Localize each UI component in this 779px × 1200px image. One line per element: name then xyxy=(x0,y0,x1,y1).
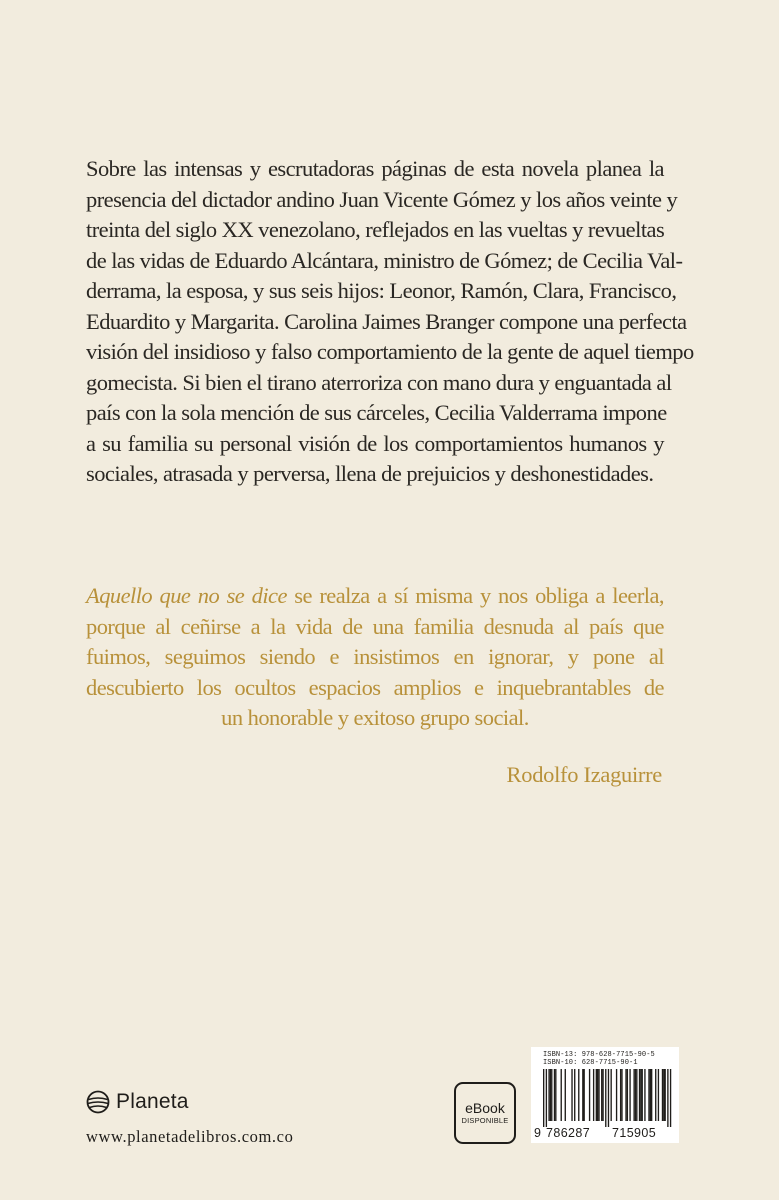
barcode-bar xyxy=(578,1069,579,1121)
planeta-globe-icon xyxy=(86,1090,110,1114)
review-quote xyxy=(86,581,664,734)
synopsis-line: gomecista. Si bien el tirano aterroriza con mano dura y enguantada al xyxy=(86,369,672,395)
barcode-bar xyxy=(582,1069,583,1121)
ebook-badge-title: eBook xyxy=(465,1099,505,1116)
quote-line: un honorable y exitoso grupo social. xyxy=(221,705,529,730)
isbn-barcode xyxy=(531,1047,679,1143)
quote-line: descubierto los ocultos espacios amplios e inquebrantables de xyxy=(86,674,664,700)
barcode-bar xyxy=(561,1069,562,1121)
barcode-bar xyxy=(642,1069,643,1121)
barcode-bar xyxy=(550,1069,551,1121)
publisher-name: Planeta xyxy=(116,1090,189,1113)
barcode-bar xyxy=(593,1069,594,1121)
barcode-bar xyxy=(665,1069,666,1121)
barcode-bar xyxy=(616,1069,617,1121)
synopsis-line: visión del insidioso y falso comportamiento de la gente de aquel tiempo xyxy=(86,339,694,364)
barcode-bar xyxy=(605,1069,606,1127)
barcode-bar xyxy=(598,1069,599,1121)
quote-line xyxy=(86,581,664,612)
synopsis-paragraph xyxy=(86,154,694,490)
barcode-bar xyxy=(571,1069,572,1121)
barcode-bar xyxy=(635,1069,636,1121)
barcode-bar xyxy=(620,1069,621,1121)
barcode-bar xyxy=(574,1069,575,1121)
synopsis-line: Sobre las intensas y escrutadoras páginas de esta novela planea la xyxy=(86,156,664,181)
quote-line-text: se realza a sí misma y nos obliga a leerla, xyxy=(286,583,664,608)
publisher-logo xyxy=(86,1090,189,1114)
barcode-bar xyxy=(655,1069,656,1121)
barcode-bar xyxy=(584,1069,585,1121)
barcode-bar xyxy=(608,1069,609,1127)
isbn13-label: ISBN-13: 978-628-7715-90-5 xyxy=(543,1051,655,1059)
barcode-bar xyxy=(658,1069,659,1121)
barcode-bar xyxy=(633,1069,634,1121)
barcode-bar xyxy=(589,1069,590,1121)
synopsis-line: presencia del dictador andino Juan Vicente Gómez y los años veinte y xyxy=(86,186,678,212)
barcode-bar xyxy=(611,1069,612,1121)
synopsis-line: país con la sola mención de sus cárceles, Cecilia Valderrama impone xyxy=(86,400,667,425)
quote-line: porque al ceñirse a la vida de una familia desnuda al país que xyxy=(86,613,664,639)
barcode-bar xyxy=(621,1069,622,1121)
barcode-left-group: 786287 xyxy=(546,1126,591,1140)
barcode-number xyxy=(531,1126,679,1143)
barcode-first-digit: 9 xyxy=(534,1126,541,1140)
quote-attribution: Rodolfo Izaguirre xyxy=(506,762,662,787)
barcode-bars xyxy=(531,1069,679,1127)
barcode-bar xyxy=(636,1069,637,1121)
barcode-bar xyxy=(640,1069,641,1121)
publisher-website: www.planetadelibros.com.co xyxy=(86,1127,294,1146)
barcode-bar xyxy=(625,1069,626,1121)
barcode-bar xyxy=(555,1069,556,1121)
barcode-bar xyxy=(543,1069,544,1127)
barcode-bar xyxy=(602,1069,603,1121)
synopsis-line: Eduardito y Margarita. Carolina Jaimes Branger compone una perfecta xyxy=(86,308,687,334)
quote-book-title: Aquello que no se dice xyxy=(86,583,287,608)
barcode-bar xyxy=(551,1069,552,1121)
quote-line: fuimos, seguimos siendo e insistimos en ignorar, y pone al xyxy=(86,644,664,669)
synopsis-line: treinta del siglo XX venezolano, reflejados en las vueltas y revueltas xyxy=(86,217,665,242)
barcode-bar xyxy=(565,1069,566,1121)
synopsis-line: a su familia su personal visión de los comportamientos humanos y xyxy=(86,430,664,456)
barcode-bar xyxy=(548,1069,549,1121)
barcode-bar xyxy=(596,1069,597,1121)
synopsis-line: derrama, la esposa, y sus seis hijos: Leonor, Ramón, Clara, Francisco, xyxy=(86,278,677,303)
ebook-badge xyxy=(454,1082,516,1144)
barcode-bar xyxy=(639,1069,640,1121)
synopsis-line: de las vidas de Eduardo Alcántara, ministro de Gómez; de Cecilia Val- xyxy=(86,247,683,273)
barcode-bar xyxy=(662,1069,663,1121)
barcode-bar xyxy=(650,1069,651,1121)
synopsis-line: sociales, atrasada y perversa, llena de prejuicios y deshonestidades. xyxy=(86,461,654,486)
barcode-bar xyxy=(667,1069,668,1127)
barcode-bar xyxy=(670,1069,671,1127)
barcode-bar xyxy=(627,1069,628,1121)
barcode-right-group: 715905 xyxy=(612,1126,657,1140)
barcode-bar xyxy=(663,1069,664,1121)
barcode-bar xyxy=(644,1069,645,1121)
barcode-bar xyxy=(601,1069,602,1121)
barcode-bar xyxy=(546,1069,547,1127)
ebook-badge-subtitle: DISPONIBLE xyxy=(461,1115,509,1125)
barcode-bar xyxy=(629,1069,630,1121)
barcode-bar xyxy=(651,1069,652,1121)
barcode-bar xyxy=(554,1069,555,1121)
isbn10-label: ISBN-10: 628-7715-90-1 xyxy=(543,1059,638,1067)
barcode-bar xyxy=(597,1069,598,1121)
barcode-bar xyxy=(648,1069,649,1121)
